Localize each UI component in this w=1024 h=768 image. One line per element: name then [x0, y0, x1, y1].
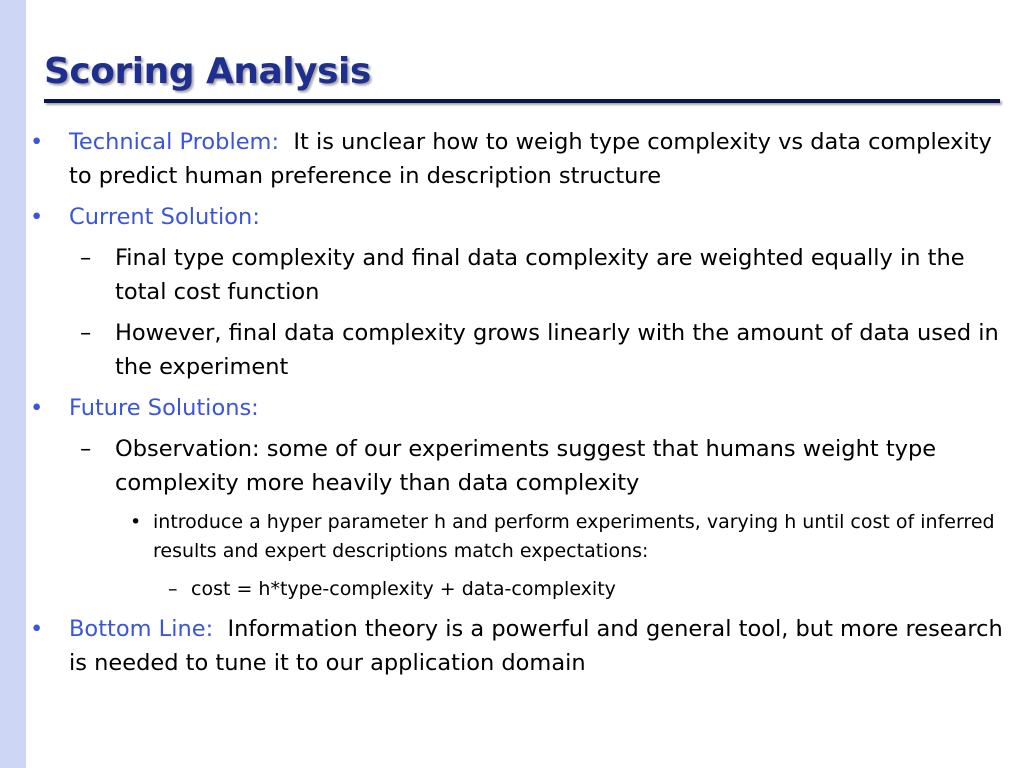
sub-sub-bullet-text: introduce a hyper parameter h and perform experiments, varying h until cost of inferred results and expert descriptions match expectations:: [153, 511, 995, 562]
bullet-marker: •: [130, 511, 142, 533]
bullet-marker: •: [30, 395, 44, 421]
bullet-technical-problem: [30, 125, 1010, 193]
bullet-text: [69, 125, 1010, 193]
title-underline: [44, 99, 1000, 103]
level4-cost-formula: [168, 575, 998, 604]
cost-formula-text: cost = h*type-complexity + data-complexity: [191, 578, 616, 600]
sub-bullet-text: Observation: some of our experiments suggest that humans weight type complexity more heavily than data complexity: [115, 436, 937, 496]
bullet-lead-label: Current Solution:: [69, 204, 260, 230]
bullet-body: It is unclear how to weigh type complexity vs data complexity to predict human preference in description structure: [69, 129, 992, 189]
bullet-body: Information theory is a powerful and general tool, but more research is needed to tune it to our application domain: [69, 616, 1003, 676]
dash-marker: –: [80, 320, 92, 346]
sub-bullet-observation: [80, 432, 1010, 500]
bullet-bottom-line: [30, 612, 1010, 680]
sub-bullet-linear-growth: [80, 316, 1010, 384]
bullet-lead-label: Bottom Line:: [69, 616, 214, 642]
bullet-text: [69, 391, 1010, 425]
bullet-future-solutions: [30, 391, 1010, 425]
sub-bullet-equal-weighting: [80, 241, 1010, 309]
bullet-text: [69, 200, 1010, 234]
dash-marker: –: [80, 245, 92, 271]
bullet-current-solution: [30, 200, 1010, 234]
dash-marker: –: [80, 436, 92, 462]
bullet-lead-label: Future Solutions:: [69, 395, 259, 421]
bullet-marker: •: [30, 129, 44, 155]
bullet-marker: •: [30, 204, 44, 230]
bullet-text: [69, 612, 1010, 680]
sub-bullet-text: Final type complexity and final data complexity are weighted equally in the total cost function: [115, 245, 965, 305]
bullet-lead-label: Technical Problem:: [69, 129, 280, 155]
sub-bullet-text: However, final data complexity grows linearly with the amount of data used in the experiment: [115, 320, 999, 380]
side-accent-strip: [0, 0, 26, 768]
slide-title: Scoring Analysis: [44, 51, 371, 92]
dash-marker: –: [168, 578, 178, 600]
sub-sub-bullet-hyper-parameter: [130, 508, 1000, 566]
bullet-marker: •: [30, 616, 44, 642]
